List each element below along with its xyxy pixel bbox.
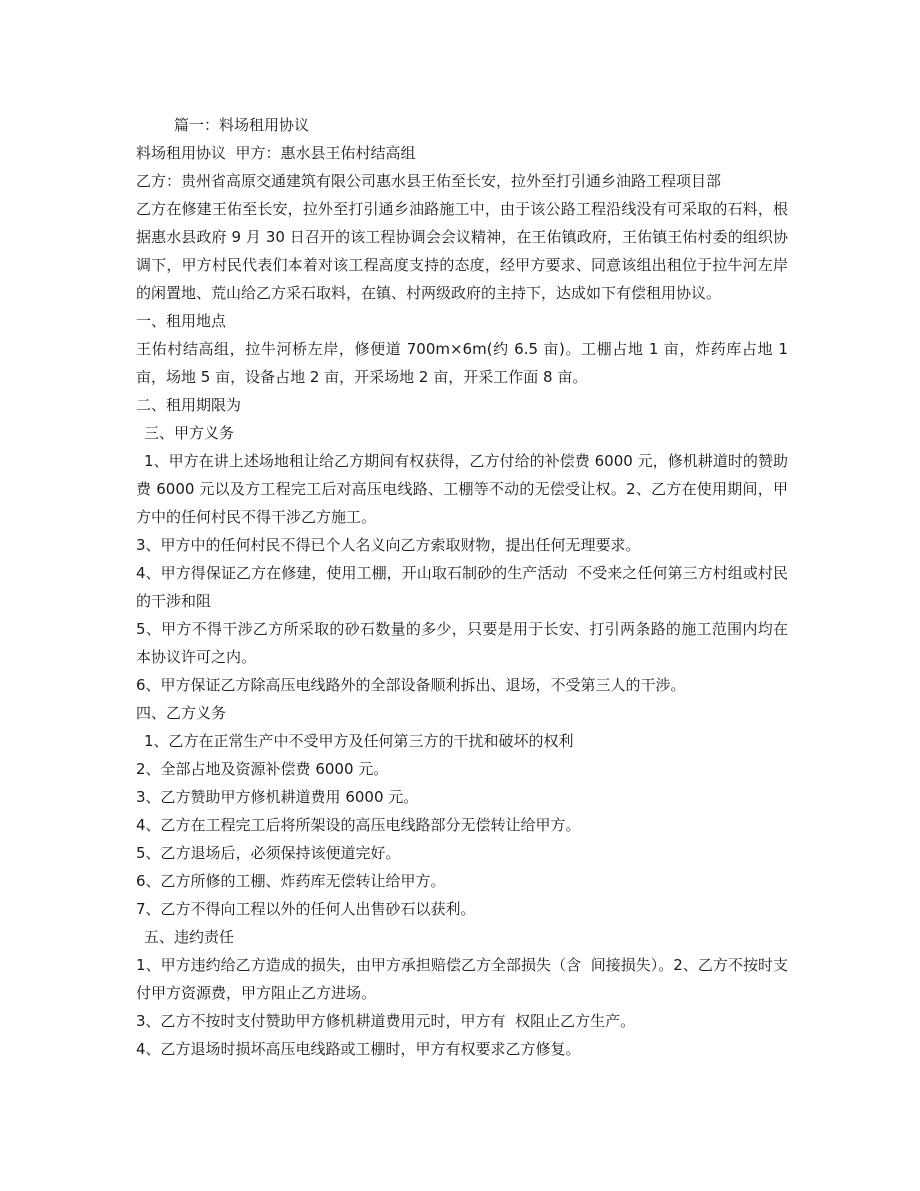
paragraph: 3、乙方不按时支付赞助甲方修机耕道费用元时，甲方有 权阻止乙方生产。 bbox=[136, 1012, 636, 1030]
paragraph: 王佑村结高组，拉牛河桥左岸，修便道 700m×6m(约 6.5 亩)。工棚占地 1 亩，炸药库占地 1 亩，场地 5 亩，设备占地 2 亩，开采场地 2 亩，开采工作面 8 亩。 bbox=[136, 340, 793, 386]
paragraph: 5、甲方不得干涉乙方所采取的砂石数量的多少，只要是用于长安、打引两条路的施工范围内均在本协议许可之内。 bbox=[136, 620, 788, 666]
section-heading: 一、租用地点 bbox=[136, 312, 227, 330]
paragraph: 3、甲方中的任何村民不得已个人名义向乙方索取财物，提出任何无理要求。 bbox=[136, 536, 641, 554]
paragraph: 乙方在修建王佑至长安，拉外至打引通乡油路施工中，由于该公路工程沿线没有可采取的石料，根据惠水县政府 9 月 30 日召开的该工程协调会会议精神，在王佑镇政府，王佑镇王佑村委的组织协调下，甲方村民代表们本着对该工程高度支持的态度，经甲方要求、同意该组出租位于拉牛河左岸的闲置地、荒山给乙方采石取料，在镇、村两级政府的主持下，达成如下有偿租用协议。 bbox=[136, 200, 788, 302]
paragraph: 4、乙方退场时损坏高压电线路或工棚时，甲方有权要求乙方修复。 bbox=[136, 1040, 581, 1058]
paragraph: 1、甲方在讲上述场地租让给乙方期间有权获得，乙方付给的补偿费 6000 元，修机耕道时的赞助费 6000 元以及方工程完工后对高压电线路、工棚等不动的无偿受让权。2、乙方在使用期间，甲方中的任何村民不得干涉乙方施工。 bbox=[136, 452, 788, 526]
paragraph: 1、甲方违约给乙方造成的损失，由甲方承担赔偿乙方全部损失（含 间接损失）。2、乙方不按时支付甲方资源费，甲方阻止乙方进场。 bbox=[136, 956, 788, 1002]
paragraph: 2、全部占地及资源补偿费 6000 元。 bbox=[136, 760, 389, 778]
paragraph: 6、乙方所修的工棚、炸药库无偿转让给甲方。 bbox=[136, 872, 446, 890]
paragraph: 5、乙方退场后，必须保持该便道完好。 bbox=[136, 844, 401, 862]
section-heading: 三、甲方义务 bbox=[144, 424, 235, 442]
section-heading: 四、乙方义务 bbox=[136, 704, 227, 722]
paragraph: 3、乙方赞助甲方修机耕道费用 6000 元。 bbox=[136, 788, 419, 806]
section-heading: 二、租用期限为 bbox=[136, 396, 242, 414]
section-heading: 五、违约责任 bbox=[144, 928, 235, 946]
document-body bbox=[136, 111, 793, 1063]
paragraph: 7、乙方不得向工程以外的任何人出售砂石以获利。 bbox=[136, 900, 476, 918]
paragraph: 4、乙方在工程完工后将所架设的高压电线路部分无偿转让给甲方。 bbox=[136, 816, 581, 834]
paragraph: 1、乙方在正常生产中不受甲方及任何第三方的干扰和破坏的权利 bbox=[144, 732, 574, 750]
paragraph: 4、甲方得保证乙方在修建，使用工棚，开山取石制砂的生产活动 不受来之任何第三方村组或村民的干涉和阻 bbox=[136, 564, 788, 610]
paragraph: 料场租用协议 甲方：惠水县王佑村结高组 bbox=[136, 144, 416, 162]
paragraph: 6、甲方保证乙方除高压电线路外的全部设备顺利拆出、退场，不受第三人的干涉。 bbox=[136, 676, 686, 694]
document-title: 篇一：料场租用协议 bbox=[174, 116, 310, 134]
paragraph: 乙方：贵州省高原交通建筑有限公司惠水县王佑至长安，拉外至打引通乡油路工程项目部 bbox=[136, 172, 722, 190]
